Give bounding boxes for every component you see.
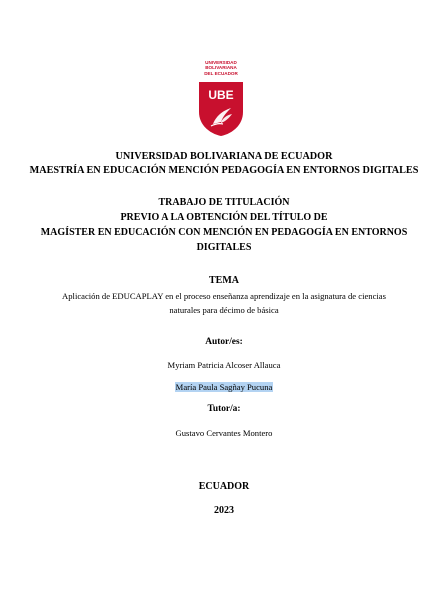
work-type-line-2: PREVIO A LA OBTENCIÓN DEL TÍTULO DE [120, 212, 328, 223]
shield-text: UBE [208, 88, 234, 102]
author-2: María Paula Sagñay Pucuna [175, 382, 273, 392]
authors-label: Autor/es: [205, 337, 243, 347]
tutor-label: Tutor/a: [207, 404, 241, 414]
author-2-row [0, 381, 448, 394]
logo-line-2: BOLIVARIANA [205, 65, 237, 71]
author-1: Myriam Patricia Alcoser Allauca [167, 360, 281, 370]
work-type-line-1: TRABAJO DE TITULACIÓN [158, 197, 290, 208]
year: 2023 [214, 505, 234, 516]
university-name: UNIVERSIDAD BOLIVARIANA DE ECUADOR [115, 151, 333, 162]
logo-wordmark [193, 60, 249, 76]
tema-line-1: Aplicación de EDUCAPLAY en el proceso enseñanza aprendizaje en la asignatura de ciencias [62, 291, 386, 301]
shield-icon [199, 82, 243, 136]
tema-label: TEMA [209, 275, 239, 286]
country: ECUADOR [198, 481, 250, 492]
work-type-line-4: DIGITALES [196, 242, 252, 253]
work-type-line-3: MAGÍSTER EN EDUCACIÓN CON MENCIÓN EN PEDAGOGÍA EN ENTORNOS [40, 227, 408, 238]
logo-line-3: DEL ECUADOR [204, 70, 238, 76]
tutor-name: Gustavo Cervantes Montero [175, 428, 273, 438]
university-logo [193, 60, 249, 136]
logo-line-1: UNIVERSIDAD [205, 60, 237, 65]
program-name: MAESTRÍA EN EDUCACIÓN MENCIÓN PEDAGOGÍA EN ENTORNOS DIGITALES [29, 165, 419, 176]
tema-line-2: naturales para décimo de básica [169, 305, 279, 315]
